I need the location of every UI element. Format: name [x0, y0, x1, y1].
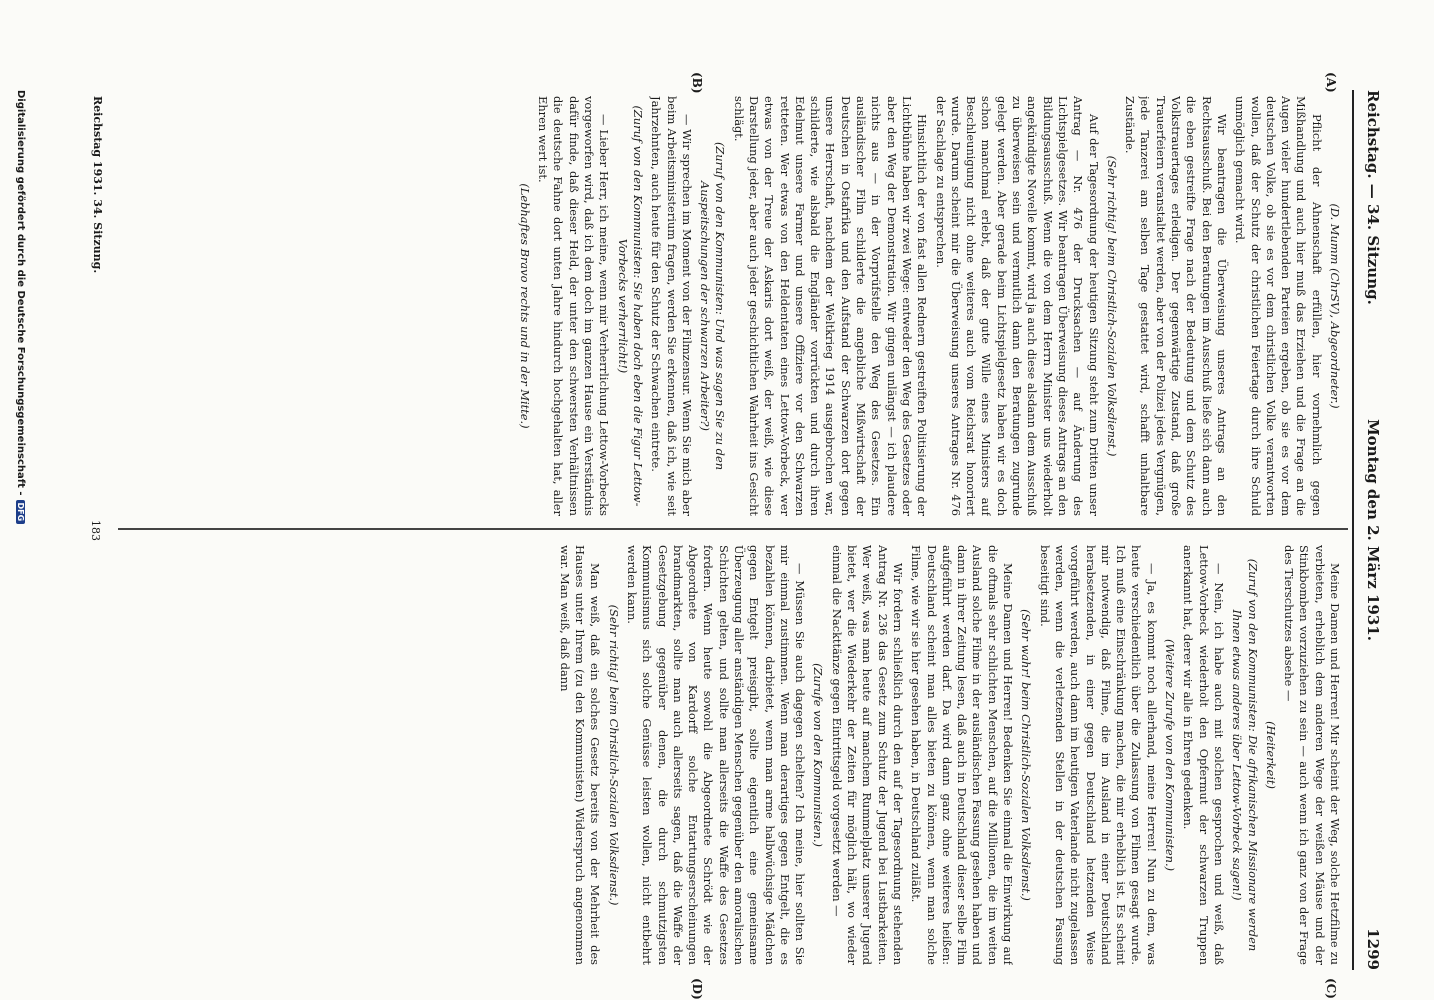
header-left: Reichstag. — 34. Sitzung. [1364, 90, 1382, 305]
body-paragraph: Hinsichtlich der von fast allen Rednern gestreiften Politisierung der Lichtbühne haben wir zwei Wege: entweder den Weg des Gesetzes oder aber den Weg der Demonstration. Wir gingen unlängst — ich plaudere nichts aus — in der Vorprüfstelle den Weg des Gesetzes. Ein ausländischer Film schilderte die angebliche Mißwirtschaft der Deutschen in Ostafrika und den Aufstand der Schwarzen dort gegen unsere Herrschaft, nachdem der Weltkrieg 1914 ausgebrochen war, schilderte, wie alsbald die Engländer vorrückten und durch ihren Edelmut unsere Farmer und unsere Offiziere vor den Schwarzen retteten. Wer etwas von den Heldentaten eines Lettow-Vorbeck, wer etwas von der Treue der Askaris dort weiß, der weiß, wie diese Darstellung jeder, aber auch jeder geschichtlichen Wahrheit ins Gesicht schlägt. [731, 96, 930, 516]
interjection-paragraph: (Sehr wahr! beim Christlich-Sozialen Volksdienst.) [1019, 609, 1034, 901]
interjection-paragraph: (Zuruf von den Kommunisten: Sie haben doch eben die Figur Lettow-Vorbecks verherrlicht!) [615, 105, 645, 507]
body-paragraph: — Lieber Herr, ich meine, wenn mir Verherrlichung Lettow-Vorbecks vorgeworfen wird, daß ich dem doch im ganzen Hause ein Verständnis dafür finde, daß dieser Held, der unter den schwersten Verhältnissen die deutsche Fahne dort unten Jahre hindurch hochgehalten hat, aller Ehren wert ist. [536, 96, 612, 516]
column-divider [118, 528, 1348, 530]
interjection-paragraph: (Zuruf von den Kommunisten: Und was sagen Sie zu den Auspeitschungen der schwarzen Arbeiter?) [698, 141, 728, 471]
footer-page-number: 183 [89, 520, 102, 541]
body-paragraph: Meine Damen und Herren! Bedenken Sie einmal die Einwirkung auf die oftmals sehr schlichten Menschen, auf die Millionen, die im weiten Ausland solche Filme in der ausländischen Fassung gesehen haben und dann in ihrer Zeitung lesen, daß auch in Deutschland dieser selbe Film aufgeführt werden darf. Da wird dann ganz ohne weiteres heißen: Deutschland scheint man alles bieten zu können, wenn man solche Filme, wie wir sie hier gesehen haben, in Deutschland zuläßt. [909, 545, 1016, 965]
body-paragraph: — Nein, ich habe auch mit solchen gesprochen und weiß, daß Lettow-Vorbeck wiederholt den Opfermut der schwarzen Truppen anerkannt hat, derer wir alle in Ehren gedenken. [1181, 545, 1226, 965]
body-paragraph: Man weiß, daß ein solches Gesetz bereits von der Mehrheit des Hauses unter Ihrem (zu den Kommunisten) Widerspruch angenommen war. Man weiß, daß dann [557, 545, 603, 965]
digitization-credit [15, 90, 26, 990]
header-date: Montag den 2. März 1931. [1364, 419, 1382, 641]
interjection-paragraph: (Sehr richtig! beim Christlich-Sozialen Volksdienst.) [1104, 155, 1119, 457]
right-column [112, 545, 1342, 965]
header-page-number: 1299 [1364, 928, 1382, 970]
dfg-logo: DFG [16, 500, 25, 525]
header-rule [1352, 90, 1354, 970]
interjection-paragraph: (Zurufe von den Kommunisten.) [811, 663, 826, 847]
interjection-paragraph: (Sehr richtig! beim Christlich-Sozialen Volksdienst.) [606, 604, 621, 906]
interjection-paragraph: (Weitere Zurufe von den Kommunisten.) [1163, 638, 1178, 872]
left-column [112, 96, 1342, 516]
footer-session: Reichstag 1931. 34. Sitzung. [91, 96, 104, 274]
interjection-paragraph: (Lebhaftes Bravo rechts und in der Mitte.) [517, 183, 532, 429]
body-paragraph: (D. Mumm (ChrSV), Abgeordneter.) [1328, 203, 1342, 409]
body-paragraph: Pflicht der Ahnenschaft erfüllen, hier vornehmlich gegen Mißhandlung und auch hier muß das Erziehen und die Frage an die Augen vieler hundertlebenden Parteien ergeben, ob sie es vor dem deutschen Volke, ob sie es vor dem christlichen Volke verantworten wollen, daß der Schutz der christlichen Feiertage durch ihre Schuld unmöglich gemacht wird. [1233, 96, 1324, 516]
body-paragraph: — Ja, es kommt noch allerhand, meine Herren! Nun zu dem, was heute verschiedentlich über die Zulassung von Filmen gesagt wurde. Ich muß eine Einschränkung machen, die mir erheblich ist. Es scheint mir notwendig, daß Filme, die im Ausland in einer Deutschland herabsetzenden, in einer gegen Deutschland hetzenden Weise vorgeführt werden, auch dann im heutigen Vaterlande nicht zugelassen werden, wenn die verletzenden Stellen in der deutschen Fassung beseitigt sind. [1037, 545, 1159, 965]
margin-letter-c: (C) [1324, 978, 1338, 999]
interjection-paragraph: (Zuruf von den Kommunisten: Die afrikanischen Missionare werden Ihnen etwas anderes über Lettow-Vorbeck sagen!) [1230, 558, 1260, 952]
margin-letter-a: (A) [1324, 72, 1338, 93]
body-paragraph: Wir fordern schließlich durch den auf der Tagesordnung stehenden Antrag Nr. 236 das Gesetz zum Schutz der Jugend bei Lustbarkeiten. Wer weiß, was man heute auf manchem Rummelplatz unserer Jugend bietet, wer die Wiederkehr der Zeiten für möglich hält, wo wieder einmal die Nackttänze gegen Eintrittsgeld vorgesetzt werden — [829, 545, 905, 965]
page-header [1356, 90, 1382, 970]
interjection-paragraph: (Heiterkeit) [1263, 721, 1278, 789]
body-paragraph: — Wir sprechen im Moment von der Filmzensur. Wenn Sie mich aber beim Arbeitsministerium fragen, werden Sie erkennen, daß ich, wie seit Jahrzehnten, auch heute für den Schutz der Schwachen eintrete. [649, 96, 694, 516]
body-paragraph: Wir beantragen die Überweisung unseres Antrags an den Rechtsausschuß. Bei den Beratungen im Ausschuß ließe sich dann auch die eben gestreifte Frage nach der Bedeutung und dem Schutz des Volkstrauertages erledigen. Der gegenwärtige Zustand, daß große Trauerfeiern veranstaltet werden, aber von der Polizei jedes Vergnügen, jede Tanzerei am selben Tage gestattet wird, schafft unhaltbare Zustände. [1123, 96, 1229, 516]
credit-text: Digitalisierung gefördert durch die Deutsche Forschungsgemeinschaft - [15, 90, 26, 496]
margin-letter-d: (D) [690, 978, 704, 1000]
margin-letter-b: (B) [690, 72, 704, 94]
body-paragraph: Meine Damen und Herren! Mir scheint der Weg, solche Hetzfilme zu verbieten, erheblich dem anderen Wege der weißen Mäuse und der Stinkbomben vorzuziehen zu sein — auch wenn ich ganz von der Frage des Tierschutzes absehe — [1282, 545, 1342, 965]
body-paragraph: — Müssen Sie auch dagegen schelten? Ich meine, hier sollten Sie mir einmal zustimmen. Wenn man derartiges gegen Entgelt, die es bezahlen können, darbietet, wenn man arme halbwüchsige Mädchen gegen Entgelt preisgibt, sollte eigentlich eine gemeinsame Überzeugung aller anständigen Menschen gegenüber den amoralischen Schichten gelten, und sollte man allerseits die Waffe des Gesetzes fordern. Wenn heute sowohl die Abgeordnete Schrödt wie der Abgeordnete von Kardorff solche Entartungserscheinungen brandmarkten, sollte man auch allerseits sagen, daß die Waffe der Gesetzgebung gegenüber denen, die durch schmutzigsten Kommunismus sich solche Genüsse leisten wollen, nicht entbehrt werden kann. [624, 545, 808, 965]
body-paragraph: Auf der Tagesordnung der heutigen Sitzung steht zum Dritten unser Antrag — Nr. 476 der Drucksachen — auf Änderung des Lichtspielgesetzes. Wir beantragen Überweisung dieses Antrags an den Bildungsausschuß. Wenn die von dem Herrn Minister uns wiederholt angekündigte Novelle kommt, wird ja auch diese alsdann dem Ausschuß zu überweisen sein und vermutlich dann den Beratungen zugrunde gelegt werden. Aber gerade beim Lichtspielgesetz haben wir es doch schon manchmal erlebt, daß der gute Wille eines Ministers auf Beschleunigung nicht ohne weiteres auch vom Reichsrat honoriert wurde. Darum scheint mir die Überweisung unseres Antrages Nr. 476 der Sachlage zu entsprechen. [933, 96, 1101, 516]
